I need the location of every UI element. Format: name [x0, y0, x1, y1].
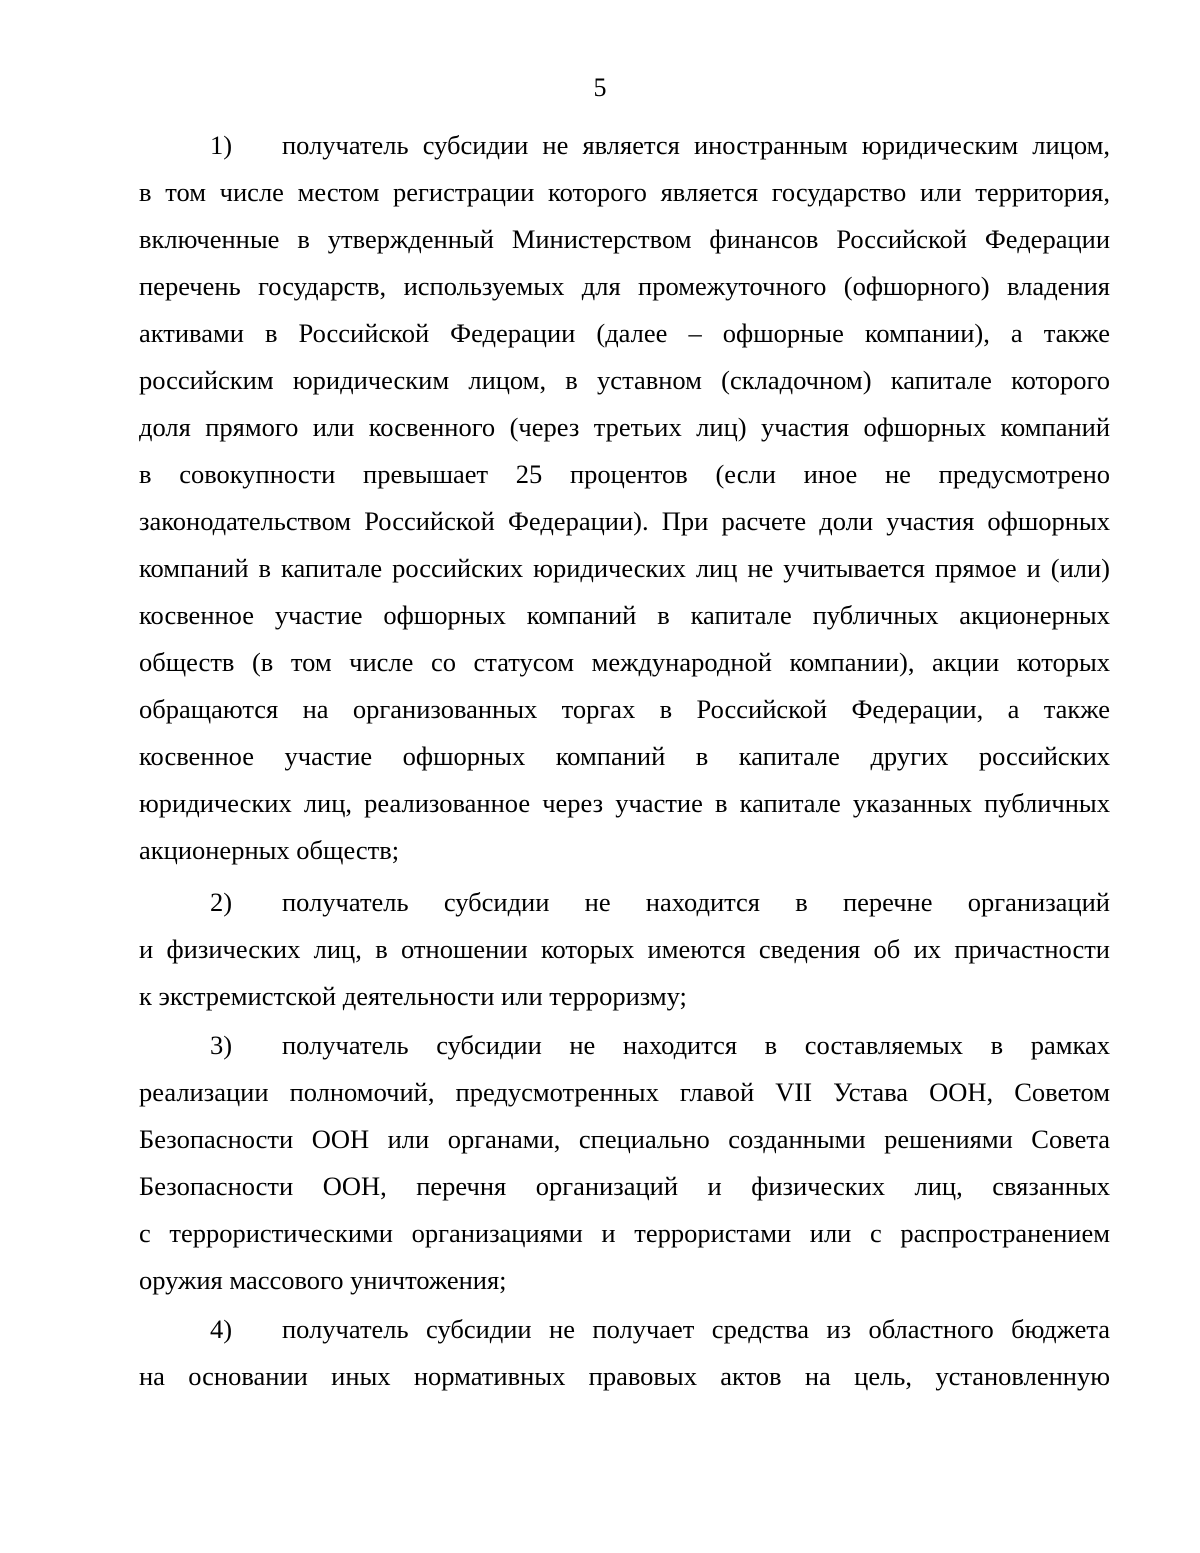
- page-number: 5: [593, 73, 607, 102]
- paragraph-line: в том числе местом регистрации которого является государство или территория,: [139, 177, 1110, 207]
- paragraph-line: косвенное участие офшорных компаний в капитале других российских: [139, 741, 1110, 771]
- paragraph-line: [210, 1309, 1110, 1349]
- paragraph-line: доля прямого или косвенного (через третьих лиц) участия офшорных компаний: [139, 412, 1110, 442]
- paragraph-text: получатель субсидии не находится в перечне организаций: [282, 887, 1110, 917]
- paragraph-line: российским юридическим лицом, в уставном (складочном) капитале которого: [139, 365, 1110, 395]
- list-marker: 4): [210, 1314, 233, 1344]
- paragraph-line: реализации полномочий, предусмотренных главой VII Устава ООН, Советом: [139, 1077, 1110, 1107]
- paragraph-text: получатель субсидии не является иностранным юридическим лицом,: [282, 130, 1110, 160]
- paragraph-line: оружия массового уничтожения;: [139, 1265, 507, 1295]
- list-marker: 3): [210, 1030, 233, 1060]
- paragraph-line: обращаются на организованных торгах в Российской Федерации, а также: [139, 694, 1110, 724]
- paragraph-line: с террористическими организациями и террористами или с распространением: [139, 1218, 1110, 1248]
- paragraph-line: [210, 125, 1110, 165]
- paragraph-line: [210, 882, 1110, 922]
- paragraph-text: получатель субсидии не получает средства из областного бюджета: [282, 1314, 1110, 1344]
- paragraph-line: в совокупности превышает 25 процентов (если иное не предусмотрено: [139, 459, 1110, 489]
- paragraph-line: к экстремистской деятельности или терроризму;: [139, 981, 687, 1011]
- paragraph-line: и физических лиц, в отношении которых имеются сведения об их причастности: [139, 934, 1110, 964]
- paragraph-line: компаний в капитале российских юридических лиц не учитывается прямое и (или): [139, 553, 1110, 583]
- paragraph-text: получатель субсидии не находится в составляемых в рамках: [282, 1030, 1110, 1060]
- paragraph-line: активами в Российской Федерации (далее – офшорные компании), а также: [139, 318, 1110, 348]
- paragraph-line: Безопасности ООН или органами, специально созданными решениями Совета: [139, 1124, 1110, 1154]
- paragraph-line: юридических лиц, реализованное через участие в капитале указанных публичных: [139, 788, 1110, 818]
- paragraph-line: [210, 1025, 1110, 1065]
- paragraph-line: акционерных обществ;: [139, 835, 400, 865]
- list-marker: 2): [210, 887, 233, 917]
- paragraph-line: перечень государств, используемых для промежуточного (офшорного) владения: [139, 271, 1110, 301]
- paragraph-line: включенные в утвержденный Министерством финансов Российской Федерации: [139, 224, 1110, 254]
- paragraph-line: косвенное участие офшорных компаний в капитале публичных акционерных: [139, 600, 1110, 630]
- list-marker: 1): [210, 130, 233, 160]
- paragraph-line: на основании иных нормативных правовых актов на цель, установленную: [139, 1361, 1110, 1391]
- paragraph-line: Безопасности ООН, перечня организаций и физических лиц, связанных: [139, 1171, 1110, 1201]
- paragraph-line: законодательством Российской Федерации). При расчете доли участия офшорных: [139, 506, 1110, 536]
- paragraph-line: обществ (в том числе со статусом международной компании), акции которых: [139, 647, 1110, 677]
